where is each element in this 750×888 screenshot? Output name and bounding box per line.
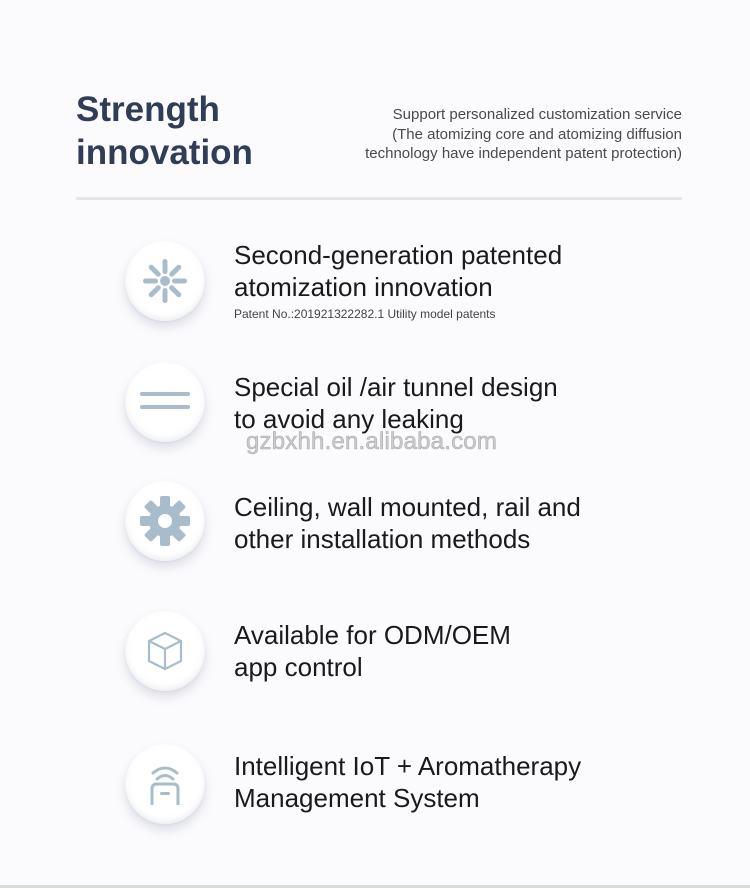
cube-icon xyxy=(143,629,187,673)
page-title xyxy=(76,88,336,174)
feature-title-line1: Ceiling, wall mounted, rail and xyxy=(234,492,581,522)
subtitle-line2: (The atomizing core and atomizing diffusion xyxy=(392,125,682,143)
feature-title-line1: Second-generation patented xyxy=(234,240,563,270)
subtitle-line3: technology have independent patent protection) xyxy=(365,145,682,162)
tunnel-lines-icon xyxy=(139,387,191,417)
subtitle-line1: Support personalized customization service xyxy=(392,106,682,123)
wifi-device-icon xyxy=(143,759,187,809)
feature-text xyxy=(234,371,714,435)
feature-title-line2: atomization innovation xyxy=(234,272,493,302)
feature-title-line1: Special oil /air tunnel design xyxy=(234,372,558,402)
feature-icon-badge xyxy=(125,241,205,321)
feature-title-line2: app control xyxy=(234,652,363,682)
snowflake-icon xyxy=(140,256,190,306)
header-divider xyxy=(76,197,682,200)
feature-icon-badge xyxy=(125,481,205,561)
patent-number: Patent No.:201921322282.1 Utility model patents xyxy=(234,307,496,321)
gear-icon xyxy=(138,494,192,548)
page-title-line1: Strength xyxy=(76,90,220,129)
feature-text xyxy=(234,619,714,683)
watermark: gzbxhh.en.alibaba.com xyxy=(246,428,498,455)
feature-icon-badge xyxy=(125,744,205,824)
page-subtitle xyxy=(302,105,682,164)
feature-title-line1: Intelligent IoT + Aromatherapy xyxy=(234,751,582,781)
feature-text xyxy=(234,239,714,323)
page-title-line2: innovation xyxy=(76,133,253,172)
feature-icon-badge xyxy=(125,611,205,691)
feature-title-line2: other installation methods xyxy=(234,524,531,554)
feature-text xyxy=(234,491,714,555)
feature-text xyxy=(234,750,714,814)
feature-title-line1: Available for ODM/OEM xyxy=(234,620,511,650)
feature-icon-badge xyxy=(125,362,205,442)
feature-title-line2: to avoid any leaking xyxy=(234,404,464,434)
feature-title-line2: Management System xyxy=(234,783,480,813)
